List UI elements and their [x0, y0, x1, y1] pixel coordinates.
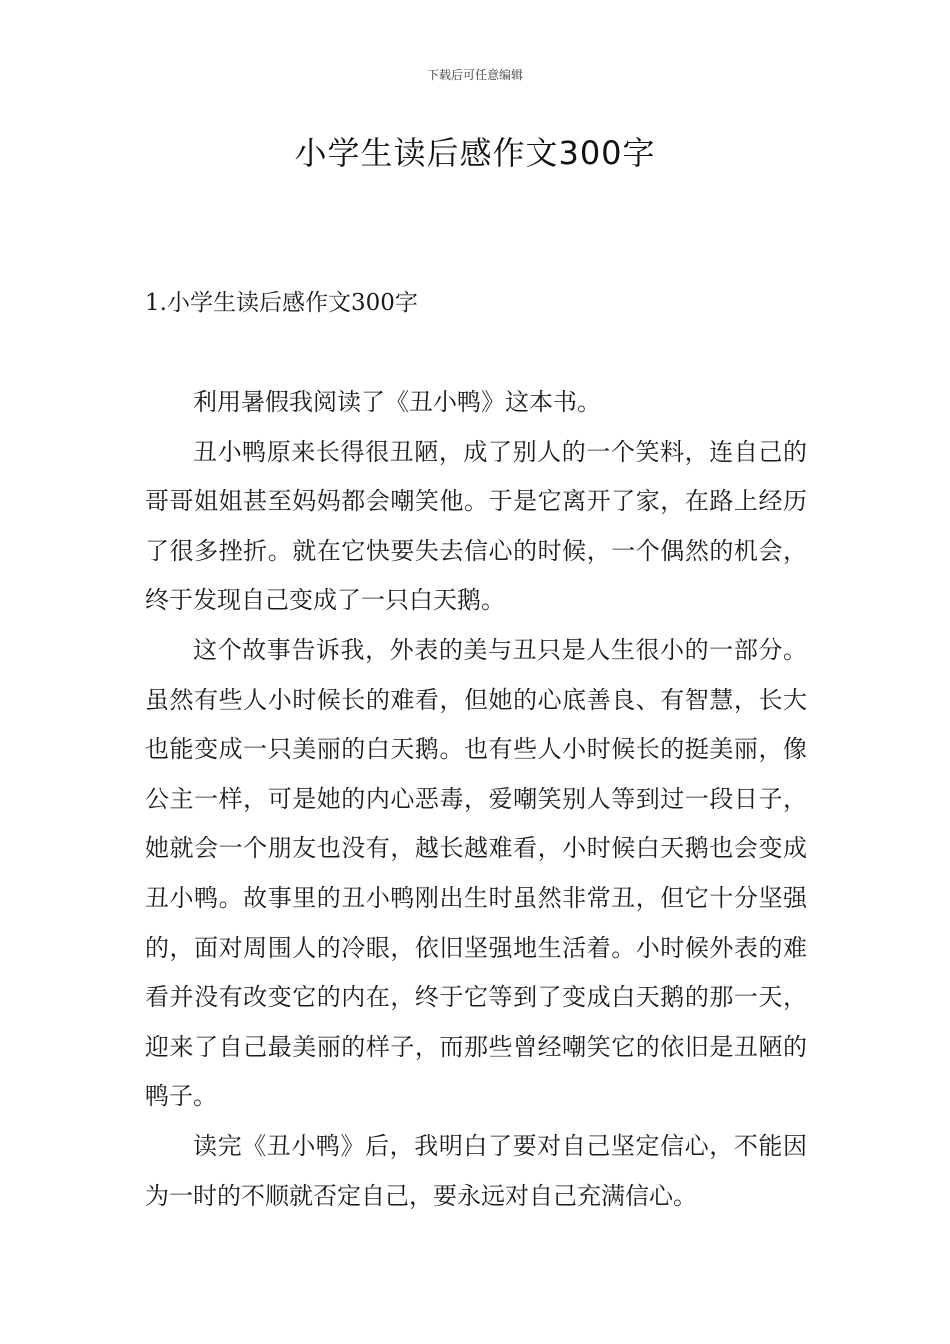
- header-note: 下载后可任意编辑: [426, 68, 523, 82]
- essay-body: [145, 378, 807, 1221]
- paragraph-3: 这个故事告诉我，外表的美与丑只是人生很小的一部分。虽然有些人小时候长的难看，但她的心底善良、有智慧，长大也能变成一只美丽的白天鹅。也有些人小时候长的挺美丽，像公主一样，可是她的内心恶毒，爱嘲笑别人等到过一段日子，她就会一个朋友也没有，越长越难看，小时候白天鹅也会变成丑小鸭。故事里的丑小鸭刚出生时虽然非常丑，但它十分坚强的，面对周围人的冷眼，依旧坚强地生活着。小时候外表的难看并没有改变它的内在，终于它等到了变成白天鹅的那一天，迎来了自己最美丽的样子，而那些曾经嘲笑它的依旧是丑陋的鸭子。: [145, 635, 807, 1111]
- document-title: 小学生读后感作文300字: [294, 134, 656, 172]
- paragraph-4: 读完《丑小鸭》后，我明白了要对自己坚定信心，不能因为一时的不顺就否定自己，要永远对自己充满信心。: [145, 1131, 807, 1210]
- section-heading: 1.小学生读后感作文300字: [145, 290, 418, 316]
- paragraph-1: 利用暑假我阅读了《丑小鸭》这本书。: [193, 388, 601, 416]
- paragraph-2: 丑小鸭原来长得很丑陋，成了别人的一个笑料，连自己的哥哥姐姐甚至妈妈都会嘲笑他。于是它离开了家，在路上经历了很多挫折。就在它快要失去信心的时候，一个偶然的机会，终于发现自己变成了一只白天鹅。: [145, 437, 807, 615]
